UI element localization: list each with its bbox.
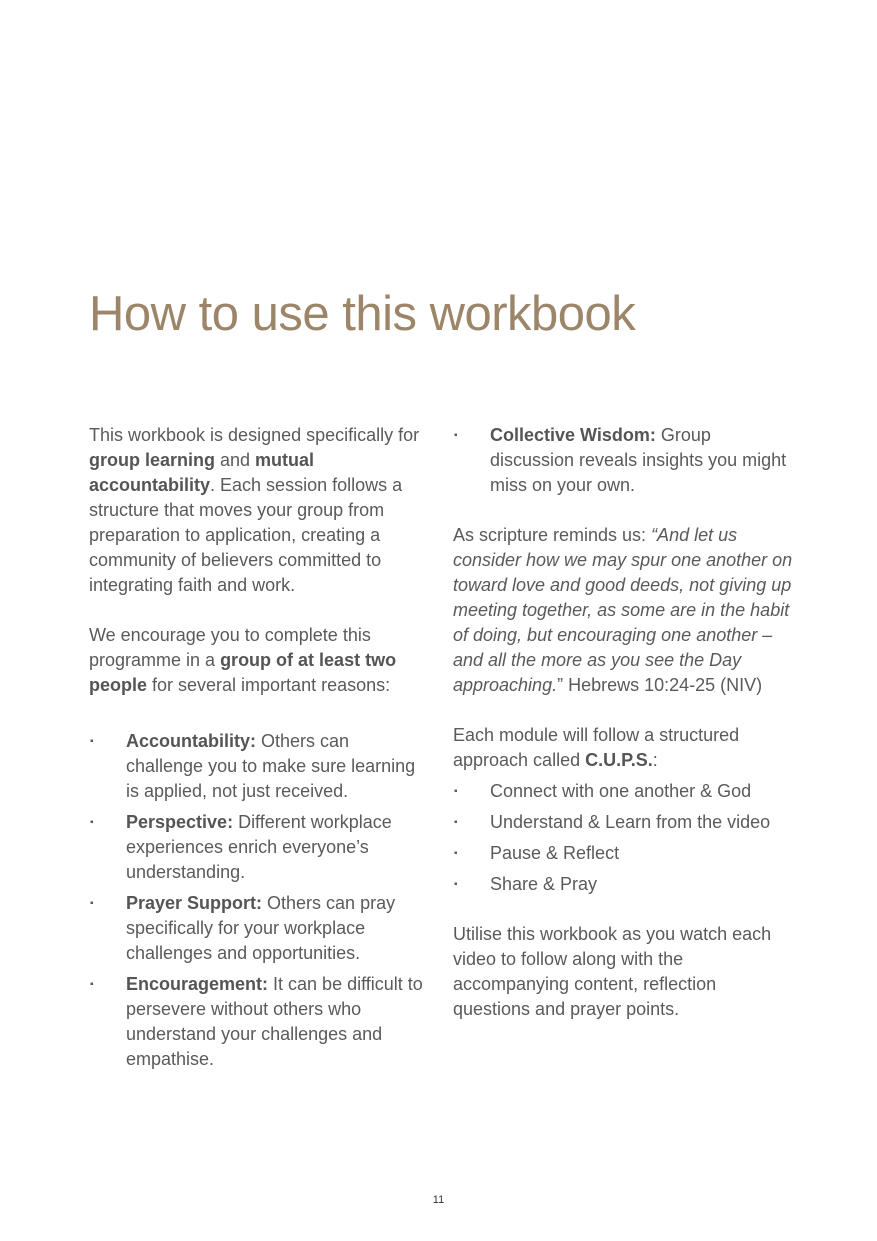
intro-text: and bbox=[215, 450, 256, 470]
cups-step: Connect with one another & God bbox=[490, 781, 752, 801]
cups-intro-paragraph bbox=[453, 723, 793, 773]
cups-step: Understand & Learn from the video bbox=[490, 812, 771, 832]
scripture-reference: ” Hebrews 10:24-25 (NIV) bbox=[557, 675, 763, 695]
reason-text: Group discussion reveals insights you might miss on your own. bbox=[490, 425, 787, 495]
list-item bbox=[453, 779, 793, 804]
reason-label: Accountability: bbox=[126, 731, 257, 751]
list-item bbox=[453, 810, 793, 835]
encourage-text: We encourage you to complete this programme in a bbox=[89, 625, 371, 670]
bullet-icon: ▪ bbox=[90, 898, 94, 909]
page-number: 11 bbox=[432, 1194, 445, 1206]
intro-text: . Each session follows a structure that moves your group from preparation to application, creating a community of believers committed to integrating faith and work. bbox=[89, 475, 403, 595]
reasons-list bbox=[89, 729, 429, 1072]
reason-text: It can be difficult to persevere without others who understand your challenges and empathise. bbox=[126, 974, 423, 1069]
cups-intro-text: : bbox=[652, 750, 658, 770]
reason-text: Others can pray specifically for your workplace challenges and opportunities. bbox=[126, 893, 396, 963]
bullet-icon: ▪ bbox=[454, 817, 458, 828]
bullet-icon: ▪ bbox=[454, 879, 458, 890]
cups-step: Pause & Reflect bbox=[490, 843, 620, 863]
list-item bbox=[89, 972, 429, 1072]
reason-text: Different workplace experiences enrich everyone’s understanding. bbox=[126, 812, 392, 882]
cups-step: Share & Pray bbox=[490, 874, 598, 894]
bullet-icon: ▪ bbox=[454, 430, 458, 441]
reason-label: Prayer Support: bbox=[126, 893, 263, 913]
bullet-icon: ▪ bbox=[454, 848, 458, 859]
list-item bbox=[453, 423, 793, 498]
bullet-icon: ▪ bbox=[454, 786, 458, 797]
bullet-icon: ▪ bbox=[90, 979, 94, 990]
encourage-paragraph bbox=[89, 623, 429, 698]
intro-bold: mutual accountability bbox=[89, 450, 315, 495]
reason-label: Collective Wisdom: bbox=[490, 425, 656, 445]
intro-paragraph bbox=[89, 423, 429, 598]
left-column bbox=[89, 423, 429, 1072]
reason-text: Others can challenge you to make sure learning is applied, not just received. bbox=[126, 731, 416, 801]
list-item bbox=[89, 729, 429, 804]
intro-text: This workbook is designed specifically for bbox=[89, 425, 420, 445]
reason-label: Encouragement: bbox=[126, 974, 269, 994]
reason-label: Perspective: bbox=[126, 812, 234, 832]
list-item bbox=[89, 810, 429, 885]
bullet-icon: ▪ bbox=[90, 817, 94, 828]
bullet-icon: ▪ bbox=[90, 736, 94, 747]
closing-paragraph: Utilise this workbook as you watch each video to follow along with the accompanying content, reflection questions and prayer points. bbox=[453, 924, 772, 1019]
list-item bbox=[89, 891, 429, 966]
intro-bold: group learning bbox=[89, 450, 215, 470]
scripture-quote: “And let us consider how we may spur one another on toward love and good deeds, not giving up meeting together, as some are in the habit of doing, but encouraging one another – and all the more as you see the Day approaching. bbox=[453, 525, 793, 695]
page-title: How to use this workbook bbox=[89, 287, 636, 341]
list-item bbox=[453, 841, 793, 866]
right-column bbox=[453, 423, 793, 1022]
scripture-paragraph bbox=[453, 523, 793, 698]
list-item bbox=[453, 872, 793, 897]
scripture-intro: As scripture reminds us: bbox=[453, 525, 652, 545]
encourage-bold: group of at least two people bbox=[89, 650, 397, 695]
encourage-text: for several important reasons: bbox=[147, 675, 391, 695]
cups-list bbox=[453, 779, 793, 897]
reasons-list-continued bbox=[453, 423, 793, 498]
cups-acronym: C.U.P.S. bbox=[585, 750, 653, 770]
cups-intro-text: Each module will follow a structured approach called bbox=[453, 725, 740, 770]
